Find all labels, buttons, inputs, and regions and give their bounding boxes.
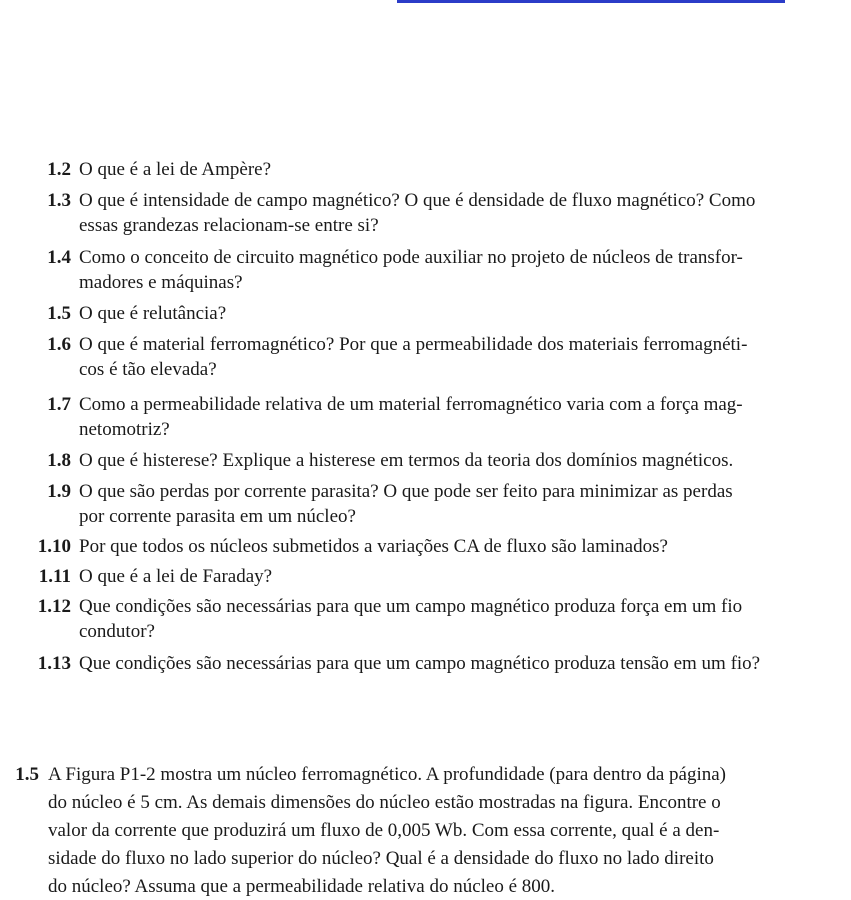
question-text: O que é histerese? Explique a histerese em termos da teoria dos domínios magnéticos. (79, 450, 734, 471)
question-text: Como a permeabilidade relativa de um material ferromagnético varia com a força mag- (79, 394, 743, 415)
question-text: O que é material ferromagnético? Por que a permeabilidade dos materiais ferromagnéti- (79, 334, 748, 355)
question-number: 1.12 (37, 596, 71, 617)
question-text-continued: por corrente parasita em um núcleo? (79, 506, 356, 527)
question-text-continued: condutor? (79, 621, 155, 642)
question-number: 1.13 (37, 653, 71, 674)
question-number: 1.11 (38, 566, 71, 587)
question-text: O que é relutância? (79, 303, 227, 324)
question-text: Que condições são necessárias para que um campo magnético produza força em um fio (79, 596, 743, 617)
question-number: 1.2 (47, 159, 71, 180)
question-number: 1.6 (47, 334, 71, 355)
problem-text: do núcleo é 5 cm. As demais dimensões do núcleo estão mostradas na figura. Encontre o (48, 792, 721, 813)
problem-text: sidade do fluxo no lado superior do núcleo? Qual é a densidade do fluxo no lado direito (48, 848, 714, 869)
question-text: Por que todos os núcleos submetidos a variações CA de fluxo são laminados? (79, 536, 668, 557)
question-text: Como o conceito de circuito magnético pode auxiliar no projeto de núcleos de transfor- (79, 247, 743, 268)
problem-text: do núcleo? Assuma que a permeabilidade relativa do núcleo é 800. (48, 876, 556, 897)
top-rule (397, 0, 785, 3)
question-text-continued: essas grandezas relacionam-se entre si? (79, 215, 379, 236)
problem-text: valor da corrente que produzirá um fluxo de 0,005 Wb. Com essa corrente, qual é a den- (48, 820, 720, 841)
question-text: O que é intensidade de campo magnético? O que é densidade de fluxo magnético? Como (79, 190, 756, 211)
question-text: Que condições são necessárias para que um campo magnético produza tensão em um fio? (79, 653, 761, 674)
question-number: 1.5 (47, 303, 71, 324)
question-number: 1.7 (47, 394, 71, 415)
question-number: 1.9 (47, 481, 71, 502)
question-number: 1.8 (47, 450, 71, 471)
question-number: 1.10 (37, 536, 71, 557)
question-number: 1.3 (47, 190, 71, 211)
question-number: 1.4 (47, 247, 71, 268)
question-text: O que é a lei de Ampère? (79, 159, 272, 180)
question-text-continued: madores e máquinas? (79, 272, 243, 293)
question-text-continued: cos é tão elevada? (79, 359, 217, 380)
question-text: O que são perdas por corrente parasita? O que pode ser feito para minimizar as perdas (79, 481, 733, 502)
problem-text: A Figura P1-2 mostra um núcleo ferromagnético. A profundidade (para dentro da página) (48, 764, 726, 785)
question-text-continued: netomotriz? (79, 419, 170, 440)
question-text: O que é a lei de Faraday? (79, 566, 273, 587)
problem-number: 1.5 (15, 764, 39, 785)
